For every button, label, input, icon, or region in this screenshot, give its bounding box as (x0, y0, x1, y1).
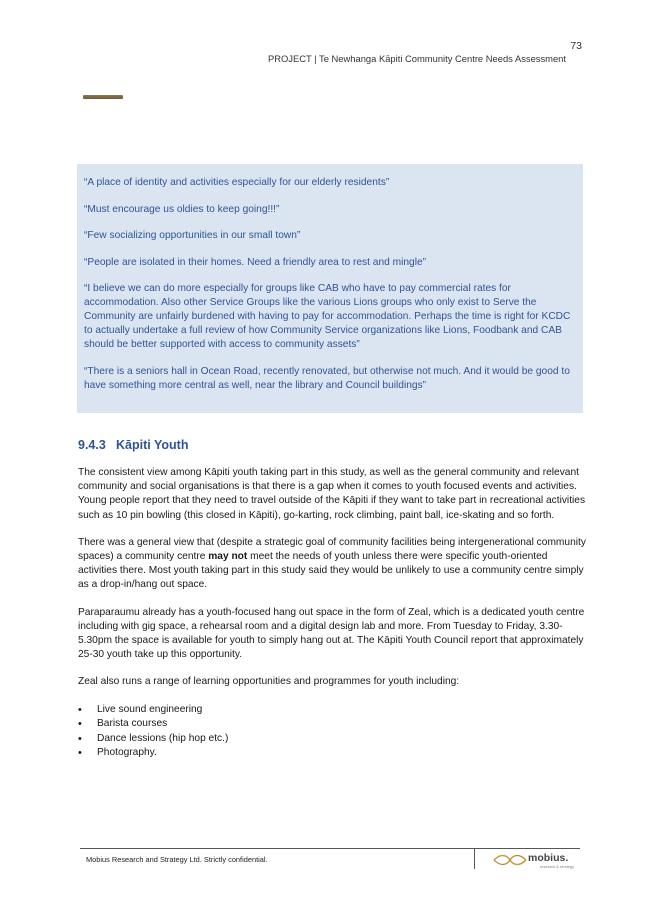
section-number: 9.4.3 (78, 438, 106, 452)
paragraph-text: meet the needs of youth unless there were specific youth-oriented activities there. Most youth taking part in this study said they would be unlikely to use a community centre simply as a drop-in/hang out space. (78, 551, 584, 591)
footer-text: Mobius Research and Strategy Ltd. Strictly confidential. (86, 855, 268, 864)
quote: “Few socializing opportunities in our small town” (84, 230, 301, 241)
mobius-logo (492, 852, 576, 870)
list-item-label: Dance lessions (hip hop etc.) (97, 732, 229, 744)
bullet-icon: • (78, 703, 82, 716)
paragraph (78, 536, 588, 593)
logo-tagline: research & strategy (540, 865, 575, 869)
section-heading (78, 438, 188, 452)
page-number: 73 (570, 40, 582, 52)
logo-wordmark: mobius. (528, 852, 569, 864)
footer-rule (80, 848, 580, 849)
list-item-label: Photography. (97, 747, 157, 759)
bullet-icon: • (78, 718, 82, 731)
quote: “Must encourage us oldies to keep going!!!” (84, 203, 280, 215)
quote: “There is a seniors hall in Ocean Road, recently renovated, but otherwise not much. And it would be good to have something more central as well, near the library and Council buildings” (84, 365, 570, 391)
list-item (78, 717, 588, 732)
section-title: Kāpiti Youth (116, 438, 189, 452)
list-item (78, 746, 588, 761)
paragraph-text: There was a general view that (despite a strategic goal of community facilities being intergenerational community spaces) a community centre (78, 536, 586, 563)
accent-bar (83, 95, 123, 99)
footer-divider (474, 849, 475, 869)
quote: “I believe we can do more especially for groups like CAB who have to pay commercial rates for accommodation. Also other Service Groups like the various Lions groups who only exist to Serve the Community are unfairly burdened with having to pay for accommodation. Perhaps the time is right for KCDC to actually undertake a full review of how Community Service organizations like Lions, Foodbank and CAB should be better supported with access to community assets” (84, 283, 571, 350)
paragraph: Zeal also runs a range of learning opportunities and programmes for youth including: (78, 676, 460, 688)
paragraph: Paraparaumu already has a youth-focused hang out space in the form of Zeal, which is a dedicated youth centre including with gig space, a rehearsal room and a digital design lab and more. From Tuesday to Friday, 3.30-5.30pm the space is available for youth to simply hang out at. The Kāpiti Youth Council report that approximately 25-30 youth take up this opportunity. (78, 606, 585, 661)
bullet-icon: • (78, 732, 82, 745)
quote-box (77, 164, 583, 413)
header-project-line: PROJECT | Te Newhanga Kāpiti Community Centre Needs Assessment (267, 53, 566, 64)
list-item (78, 732, 588, 747)
quote: “People are isolated in their homes. Need a friendly area to rest and mingle” (84, 256, 427, 268)
list-item (78, 703, 588, 718)
quote: “A place of identity and activities especially for our elderly residents” (84, 177, 390, 188)
emphasis-text: may not (208, 551, 248, 563)
body-text (78, 466, 588, 761)
list-item-label: Live sound engineering (97, 703, 203, 715)
bullet-icon: • (78, 747, 82, 760)
bullet-list (78, 703, 588, 761)
mobius-swoosh-icon (492, 853, 528, 867)
paragraph: The consistent view among Kāpiti youth taking part in this study, as well as the general community and relevant community and social organisations is that there is a gap when it comes to youth focused events and activities. Young people report that they need to travel outside of the Kāpiti if they want to take part in recreational activities such as 10 pin bowling (this closed in Kāpiti), go-karting, rock climbing, paint ball, ice-skating and so forth. (78, 467, 586, 521)
list-item-label: Barista courses (97, 718, 168, 730)
